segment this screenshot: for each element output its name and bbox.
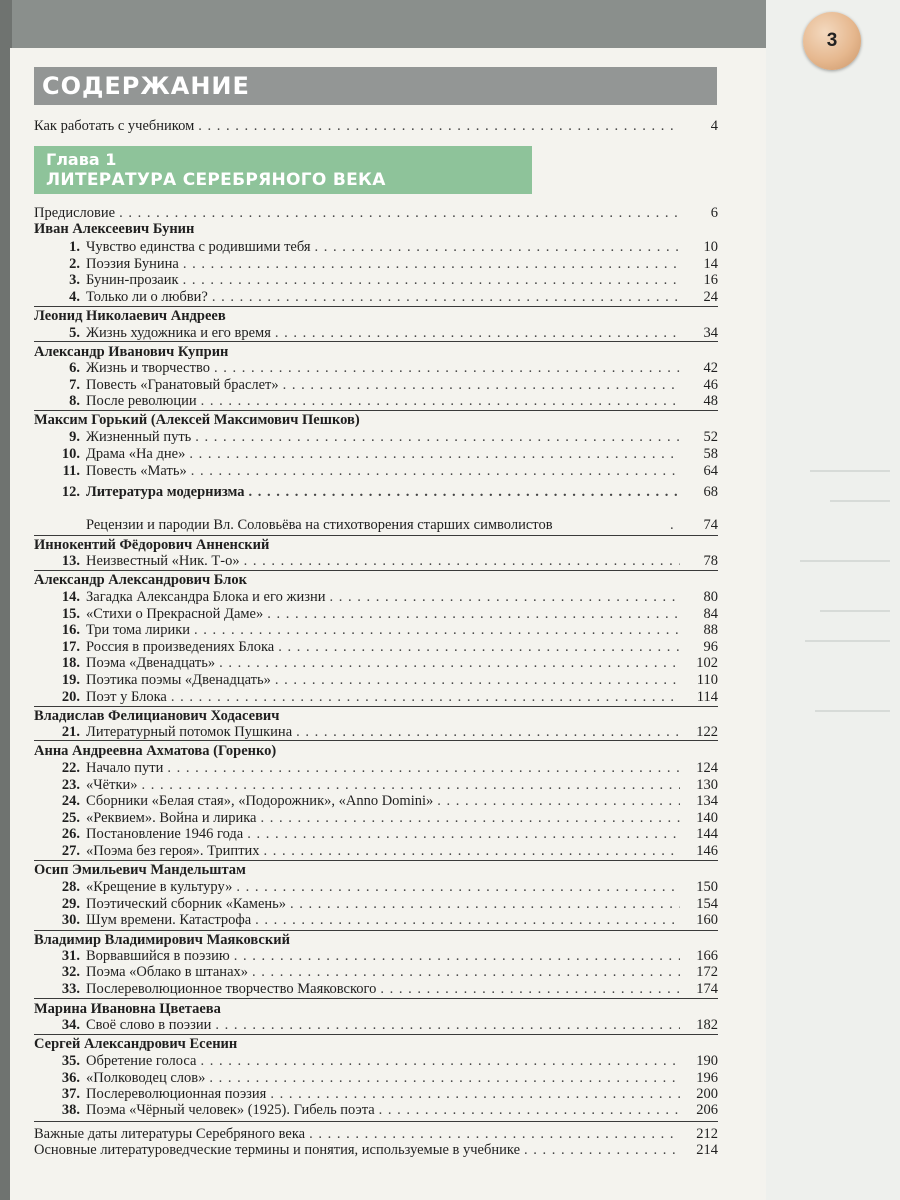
toc-page: 78 [703, 553, 718, 569]
leader-dots [194, 622, 680, 639]
toc-num: 21. [61, 724, 80, 740]
toc-num: 31. [61, 948, 80, 964]
toc-num: 3. [69, 272, 80, 288]
toc-row[interactable] [34, 724, 718, 741]
toc-row[interactable] [34, 429, 718, 446]
toc-num: 12. [61, 484, 80, 500]
chapter-label: Глава 1 [46, 150, 117, 169]
toc-page: 88 [703, 622, 718, 638]
toc-page: 84 [703, 606, 718, 622]
toc-num: 26. [61, 826, 80, 842]
toc-num: 37. [61, 1086, 80, 1102]
leader-dots [275, 672, 680, 689]
toc-row[interactable] [34, 256, 718, 273]
divider [34, 306, 718, 307]
leader-dots [260, 810, 680, 827]
toc-page: 102 [696, 655, 718, 671]
toc-row[interactable] [34, 879, 718, 896]
toc-row[interactable] [34, 1017, 718, 1034]
toc-page: 130 [696, 777, 718, 793]
toc-title: Начало пути [86, 760, 164, 776]
leader-dots [278, 639, 680, 656]
leader-dots [524, 1142, 680, 1159]
toc-page: 146 [696, 843, 718, 859]
author-heading: Иван Алексеевич Бунин [34, 221, 195, 237]
toc-num: 33. [61, 981, 80, 997]
toc-row-appendix[interactable] [34, 1142, 718, 1159]
toc-page: 140 [696, 810, 718, 826]
toc-title: Повесть «Мать» [86, 463, 187, 479]
toc-row[interactable] [34, 639, 718, 656]
toc-page: 6 [710, 205, 718, 221]
toc-row[interactable] [34, 689, 718, 706]
leader-dots [212, 289, 680, 306]
toc-page: 34 [703, 325, 718, 341]
toc-row[interactable] [34, 655, 718, 672]
leader-dots [244, 553, 680, 570]
toc-title: Литературный потомок Пушкина [86, 724, 293, 740]
toc-page: 48 [703, 393, 718, 409]
toc-page: 52 [703, 429, 718, 445]
toc-row[interactable] [34, 777, 718, 794]
toc-num: 7. [69, 377, 80, 393]
toc-page: 190 [696, 1053, 718, 1069]
author-heading: Сергей Александрович Есенин [34, 1036, 238, 1052]
leader-dots [270, 1086, 680, 1103]
toc-row[interactable] [34, 360, 718, 377]
divider [34, 570, 718, 571]
toc-num: 8. [69, 393, 80, 409]
divider [34, 930, 718, 931]
toc-num: 9. [69, 429, 80, 445]
leader-dots [247, 826, 680, 843]
toc-title: Жизненный путь [86, 429, 192, 445]
toc-row[interactable] [34, 377, 718, 394]
author-heading: Владислав Фелицианович Ходасевич [34, 708, 280, 724]
toc-num: 11. [62, 463, 80, 479]
toc-title: Своё слово в поэзии [86, 1017, 212, 1033]
author-heading: Александр Иванович Куприн [34, 344, 229, 360]
leader-dots [142, 777, 680, 794]
toc-num: 6. [69, 360, 80, 376]
leader-dots [119, 205, 680, 222]
toc-row[interactable] [34, 793, 718, 810]
toc-row[interactable] [34, 606, 718, 623]
leader-dots [264, 843, 680, 860]
toc-title: Важные даты литературы Серебряного века [34, 1126, 306, 1142]
toc-row[interactable] [34, 948, 718, 965]
toc-title: «Стихи о Прекрасной Даме» [86, 606, 264, 622]
leader-dots [290, 896, 680, 913]
toc-num: 38. [61, 1102, 80, 1118]
toc-title: Рецензии и пародии Вл. Соловьёва на стихотворения старших символистов [86, 517, 553, 533]
toc-num: 4. [69, 289, 80, 305]
toc-title: «Поэма без героя». Триптих [86, 843, 260, 859]
toc-row[interactable] [34, 912, 718, 929]
toc-num: 32. [61, 964, 80, 980]
leader-dots [189, 446, 680, 463]
toc-num: 36. [61, 1070, 80, 1086]
toc-num: 34. [61, 1017, 80, 1033]
author-heading: Осип Эмильевич Мандельштам [34, 862, 246, 878]
toc-title: Поэма «Двенадцать» [86, 655, 216, 671]
toc-page: 10 [703, 239, 718, 255]
toc-page: 46 [703, 377, 718, 393]
leader-dots [252, 964, 680, 981]
toc-page: 150 [696, 879, 718, 895]
toc-row[interactable] [34, 500, 718, 534]
toc-num: 18. [61, 655, 80, 671]
toc-title: Поэма «Облако в штанах» [86, 964, 249, 980]
divider [34, 998, 718, 999]
toc-row[interactable] [34, 1053, 718, 1070]
toc-row[interactable] [34, 1070, 718, 1087]
toc-title: Только ли о любви? [86, 289, 208, 305]
toc-num: 2. [69, 256, 80, 272]
toc-page: 160 [696, 912, 718, 928]
divider [34, 860, 718, 861]
toc-page: 196 [696, 1070, 718, 1086]
toc-title: Поэт у Блока [86, 689, 167, 705]
toc-page: 212 [696, 1126, 718, 1142]
toc-num: 14. [61, 589, 80, 605]
toc-title: После революции [86, 393, 197, 409]
toc-title: Сборники «Белая стая», «Подорожник», «Anno Domini» [86, 793, 434, 809]
leader-dots [191, 463, 680, 480]
author-heading: Максим Горький (Алексей Максимович Пешков) [34, 412, 360, 428]
toc-row-intro[interactable] [34, 118, 718, 135]
leader-dots [296, 724, 680, 741]
author-heading: Марина Ивановна Цветаева [34, 1001, 221, 1017]
toc-title: Чувство единства с родившими тебя [86, 239, 311, 255]
toc-title: Поэзия Бунина [86, 256, 179, 272]
toc-page: 144 [696, 826, 718, 842]
toc-title: Послереволюционная поэзия [86, 1086, 267, 1102]
toc-row[interactable] [34, 672, 718, 689]
author-heading: Иннокентий Фёдорович Анненский [34, 537, 270, 553]
toc-page: 182 [696, 1017, 718, 1033]
leader-dots [275, 325, 680, 342]
leader-dots [283, 377, 680, 394]
toc-title: Загадка Александра Блока и его жизни [86, 589, 326, 605]
leader-dots [201, 393, 680, 410]
toc-title: Повесть «Гранатовый браслет» [86, 377, 279, 393]
leader-dots [236, 879, 680, 896]
divider [34, 1034, 718, 1035]
toc-title: Обретение голоса [86, 1053, 197, 1069]
toc-row[interactable] [34, 810, 718, 827]
toc-title: «Крещение в культуру» [86, 879, 233, 895]
toc-row[interactable] [34, 446, 718, 463]
toc-title: «Реквием». Война и лирика [86, 810, 257, 826]
leader-dots [249, 484, 681, 501]
toc-title: Основные литературоведческие термины и понятия, используемые в учебнике [34, 1142, 521, 1158]
toc-page: 14 [703, 256, 718, 272]
toc-title: Поэма «Чёрный человек» (1925). Гибель поэта [86, 1102, 375, 1118]
toc-row[interactable] [34, 463, 718, 480]
toc-title: «Чётки» [86, 777, 138, 793]
author-heading: Владимир Владимирович Маяковский [34, 932, 290, 948]
toc-page: 4 [710, 118, 718, 134]
toc-row[interactable] [34, 553, 718, 570]
toc-title: Послереволюционное творчество Маяковского [86, 981, 377, 997]
toc-num: 23. [61, 777, 80, 793]
toc-title: Постановление 1946 года [86, 826, 244, 842]
toc-page: 200 [696, 1086, 718, 1102]
leader-dots [234, 948, 680, 965]
leader-dots [379, 1102, 680, 1119]
toc-page: 174 [696, 981, 718, 997]
toc-num: 1. [69, 239, 80, 255]
toc-page: 68 [703, 484, 718, 500]
toc-page: 114 [696, 689, 718, 705]
toc-row[interactable] [34, 981, 718, 998]
leader-dots [195, 429, 680, 446]
toc-page: 134 [696, 793, 718, 809]
author-heading: Анна Андреевна Ахматова (Горенко) [34, 743, 277, 759]
toc-row[interactable] [34, 964, 718, 981]
toc-title: Драма «На дне» [86, 446, 186, 462]
toc-num: 17. [61, 639, 80, 655]
toc-title: Неизвестный «Ник. Т-о» [86, 553, 240, 569]
toc-page: 172 [696, 964, 718, 980]
toc-num: 19. [61, 672, 80, 688]
toc-num: 10. [61, 446, 80, 462]
toc-row[interactable] [34, 1086, 718, 1103]
toc-title: Как работать с учебником [34, 118, 195, 134]
toc-title: Предисловие [34, 205, 116, 221]
toc-page: 122 [696, 724, 718, 740]
toc-row[interactable] [34, 760, 718, 777]
toc-row[interactable] [34, 325, 718, 342]
toc-num: 30. [61, 912, 80, 928]
author-heading: Александр Александрович Блок [34, 572, 247, 588]
toc-page: 58 [703, 446, 718, 462]
divider [34, 535, 718, 536]
toc-row[interactable] [34, 272, 718, 289]
leader-dots [183, 272, 680, 289]
leader-dots [267, 606, 680, 623]
toc-page: 154 [696, 896, 718, 912]
leader-dots [309, 1126, 680, 1143]
toc-page: 16 [703, 272, 718, 288]
toc-page: 24 [703, 289, 718, 305]
toc-title: Шум времени. Катастрофа [86, 912, 252, 928]
divider [34, 706, 718, 707]
facing-page [766, 0, 900, 1200]
leader-dots [209, 1070, 680, 1087]
leader-dots [198, 118, 680, 135]
toc-row[interactable] [34, 896, 718, 913]
leader-dots [167, 760, 680, 777]
toc-row[interactable] [34, 843, 718, 860]
leader-dots [670, 517, 680, 534]
toc-title: Бунин-прозаик [86, 272, 179, 288]
toc-page: 124 [696, 760, 718, 776]
toc-row-preface[interactable] [34, 205, 718, 222]
toc-num: 16. [61, 622, 80, 638]
toc-num: 24. [61, 793, 80, 809]
leader-dots [437, 793, 680, 810]
toc-title: Поэтический сборник «Камень» [86, 896, 287, 912]
toc-page: 96 [703, 639, 718, 655]
toc-num: 29. [61, 896, 80, 912]
toc-title: Поэтика поэмы «Двенадцать» [86, 672, 271, 688]
leader-dots [380, 981, 680, 998]
toc-num: 20. [61, 689, 80, 705]
toc-num: 22. [61, 760, 80, 776]
toc-page: 42 [703, 360, 718, 376]
leader-dots [183, 256, 680, 273]
toc-num: 27. [61, 843, 80, 859]
leader-dots [219, 655, 680, 672]
contents-header: СОДЕРЖАНИЕ [34, 67, 717, 105]
toc-title: Литература модернизма [86, 484, 245, 500]
toc-row[interactable] [34, 1102, 718, 1119]
toc-num: 25. [61, 810, 80, 826]
chapter-title: ЛИТЕРАТУРА СЕРЕБРЯНОГО ВЕКА [46, 170, 386, 190]
leader-dots [200, 1053, 680, 1070]
toc-title: Три тома лирики [86, 622, 191, 638]
leader-dots [171, 689, 680, 706]
toc-page: 74 [703, 517, 718, 533]
leader-dots [215, 1017, 680, 1034]
toc-row[interactable] [34, 289, 718, 306]
author-heading: Леонид Николаевич Андреев [34, 308, 226, 324]
toc-title: Россия в произведениях Блока [86, 639, 275, 655]
toc-title: Ворвавшийся в поэзию [86, 948, 230, 964]
toc-row-appendix[interactable] [34, 1126, 718, 1143]
toc-row[interactable] [34, 239, 718, 256]
leader-dots [329, 589, 680, 606]
toc-page: 80 [703, 589, 718, 605]
toc-page: 64 [703, 463, 718, 479]
divider [34, 1121, 718, 1122]
toc-page: 166 [696, 948, 718, 964]
toc-num: 35. [61, 1053, 80, 1069]
leader-dots [255, 912, 680, 929]
toc-page: 110 [696, 672, 718, 688]
toc-title: Жизнь и творчество [86, 360, 210, 376]
toc-row[interactable] [34, 622, 718, 639]
leader-dots [315, 239, 680, 256]
toc-row[interactable] [34, 589, 718, 606]
toc-title: «Полководец слов» [86, 1070, 206, 1086]
toc-title: Жизнь художника и его время [86, 325, 271, 341]
toc-page: 206 [696, 1102, 718, 1118]
toc-row[interactable] [34, 393, 718, 410]
divider [34, 410, 718, 411]
leader-dots [214, 360, 680, 377]
toc-num: 5. [69, 325, 80, 341]
chapter-heading [34, 146, 532, 194]
toc-num: 13. [61, 553, 80, 569]
toc-num: 15. [61, 606, 80, 622]
toc-row[interactable] [34, 826, 718, 843]
toc-num: 28. [61, 879, 80, 895]
toc-row[interactable] [34, 484, 718, 501]
toc-page: 214 [696, 1142, 718, 1158]
page-number-badge: 3 [803, 12, 861, 70]
